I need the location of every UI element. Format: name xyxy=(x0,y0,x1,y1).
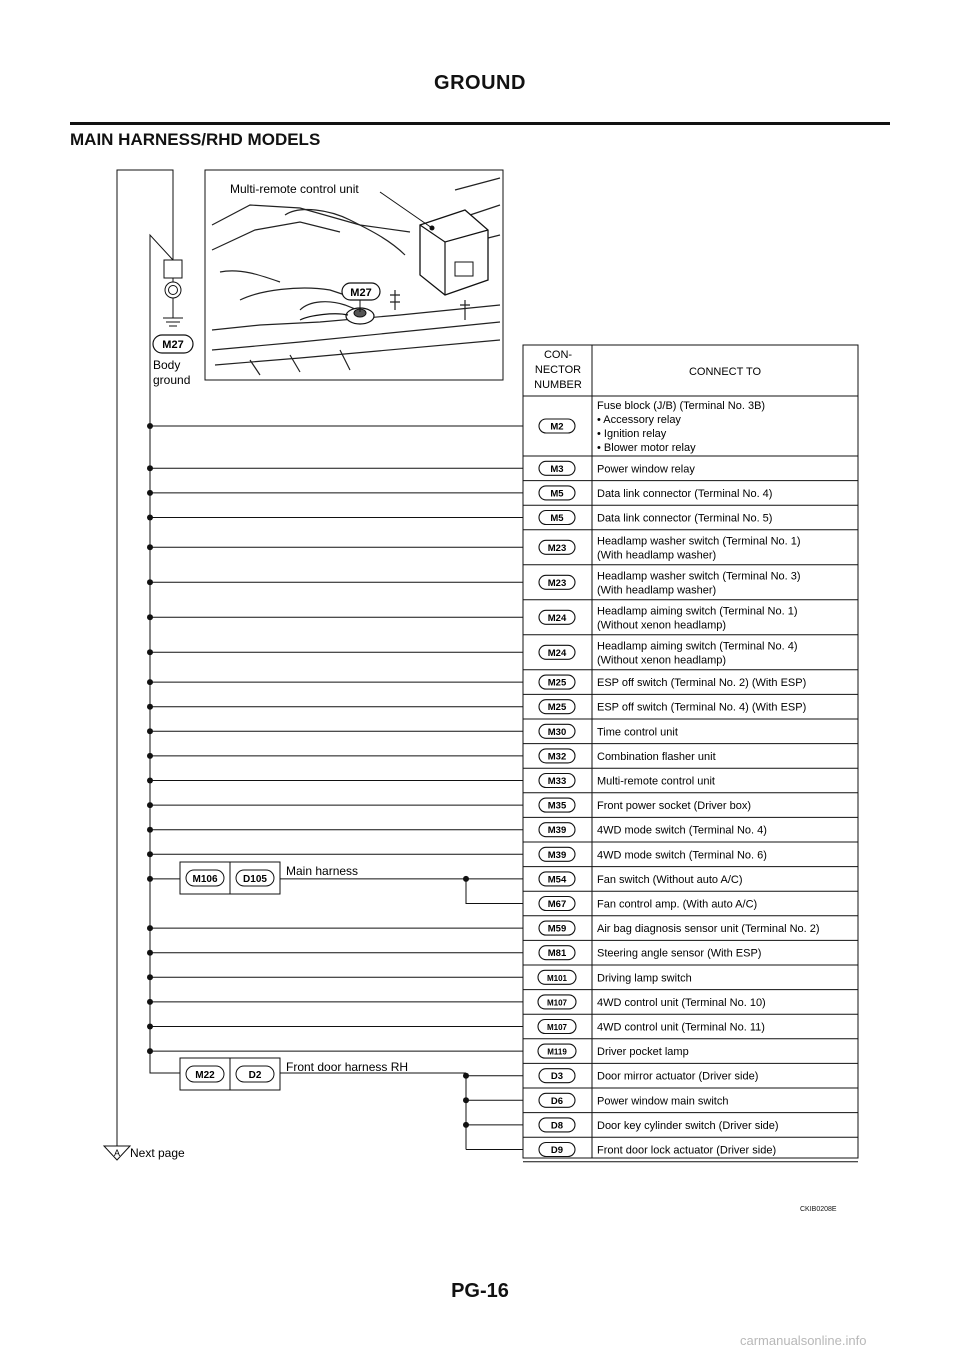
table-row xyxy=(523,995,858,1014)
main-harness-junction xyxy=(180,862,358,894)
connect-to-text: Driver pocket lamp xyxy=(597,1046,689,1059)
connector-number: M30 xyxy=(547,726,567,738)
connector-number: D6 xyxy=(550,1095,564,1107)
table-row xyxy=(523,1118,858,1137)
splice-dot xyxy=(147,728,153,734)
table-row xyxy=(523,700,858,719)
table-row xyxy=(523,640,858,670)
connect-to-text: (With headlamp washer) xyxy=(597,549,717,562)
table-row xyxy=(523,1044,858,1063)
table-row xyxy=(523,1020,858,1039)
connect-to-text: (Without xenon headlamp) xyxy=(597,619,727,632)
table-row xyxy=(523,535,858,565)
page-number: PG-16 xyxy=(451,1280,509,1302)
splice-dot xyxy=(147,614,153,620)
splice-dot xyxy=(463,1122,469,1128)
connect-to-text: Power window relay xyxy=(597,463,695,476)
connect-to-text: Front power socket (Driver box) xyxy=(597,800,752,813)
splice-dot xyxy=(147,802,153,808)
table-row xyxy=(523,605,858,635)
connect-to-text: Multi-remote control unit xyxy=(597,775,715,788)
connector-number: M101 xyxy=(546,973,568,983)
door-harness-label: Front door harness RH xyxy=(286,1060,409,1074)
splice-dot xyxy=(147,827,153,833)
connect-to-text: Headlamp aiming switch (Terminal No. 1) xyxy=(597,605,798,618)
table-row xyxy=(523,461,858,480)
splice-dot xyxy=(147,1048,153,1054)
table-header-connect-to: CONNECT TO xyxy=(688,366,762,378)
main-harness-label: Main harness xyxy=(286,864,359,878)
ground-badge-label: M27 xyxy=(162,339,184,351)
splice-dot xyxy=(147,851,153,857)
connector-number: M23 xyxy=(547,542,567,554)
ground-symbol xyxy=(163,260,183,326)
connector-number: M67 xyxy=(547,899,567,910)
splice-dot xyxy=(147,1024,153,1030)
connect-to-text: Door key cylinder switch (Driver side) xyxy=(597,1119,779,1132)
splice-dot xyxy=(147,579,153,585)
connect-to-text: Power window main switch xyxy=(597,1095,729,1108)
splice-dot xyxy=(147,649,153,655)
splice-dot xyxy=(147,423,153,429)
table-row xyxy=(523,897,858,916)
table-rows xyxy=(523,400,858,1162)
splice-dot xyxy=(147,704,153,710)
connector-number: M119 xyxy=(547,1047,567,1057)
connect-to-text: • Ignition relay xyxy=(597,428,667,440)
connect-to-text: 4WD control unit (Terminal No. 10) xyxy=(597,996,766,1009)
connector-number: M5 xyxy=(550,488,564,500)
branch-wires xyxy=(147,423,523,1150)
connect-to-text: Door mirror actuator (Driver side) xyxy=(597,1070,759,1083)
connector-number: M54 xyxy=(547,874,567,886)
table-row xyxy=(523,486,858,505)
connect-to-text: Time control unit xyxy=(597,726,678,739)
splice-dot xyxy=(147,679,153,685)
connector-number: M25 xyxy=(547,702,567,714)
connector-number: M33 xyxy=(547,776,567,787)
connector-number: M39 xyxy=(547,849,567,861)
connect-to-text: Data link connector (Terminal No. 5) xyxy=(597,512,773,525)
connect-to-text: Fan switch (Without auto A/C) xyxy=(597,873,743,886)
photo-panel xyxy=(205,170,503,380)
connector-number: D9 xyxy=(550,1145,564,1156)
photo-connector-label: M27 xyxy=(350,287,372,299)
connect-to-text: Headlamp washer switch (Terminal No. 3) xyxy=(597,570,801,583)
connect-to-text: • Accessory relay xyxy=(597,414,681,426)
table-row xyxy=(523,570,858,600)
next-page-label: Next page xyxy=(130,1146,185,1160)
callout-label: Multi-remote control unit xyxy=(230,182,359,196)
connect-to-text: Headlamp aiming switch (Terminal No. 4) xyxy=(597,640,798,653)
connect-to-text: Headlamp washer switch (Terminal No. 1) xyxy=(597,535,801,548)
table-row xyxy=(523,1143,858,1162)
connector-number: M25 xyxy=(547,677,567,689)
connector-number: M32 xyxy=(547,751,567,763)
connector-number: M35 xyxy=(547,800,567,812)
connector-number: M3 xyxy=(550,463,564,475)
connect-to-text: (With headlamp washer) xyxy=(597,584,717,597)
multi-remote-unit-illustration xyxy=(420,210,488,295)
next-page-marker xyxy=(104,1146,185,1160)
watermark: carmanualsonline.info xyxy=(740,1333,867,1348)
connect-to-text: ESP off switch (Terminal No. 2) (With ESP) xyxy=(597,677,807,690)
connector-number: M2 xyxy=(550,421,564,433)
connect-to-text: Air bag diagnosis sensor unit (Terminal No. 2) xyxy=(597,923,820,936)
connector-number: D3 xyxy=(550,1071,564,1083)
splice-dot xyxy=(147,490,153,496)
table-row xyxy=(523,675,858,694)
connect-to-text: Steering angle sensor (With ESP) xyxy=(597,947,762,960)
connector-number: M24 xyxy=(547,647,567,659)
table-row xyxy=(523,1093,858,1112)
door-harness-conn-a: M22 xyxy=(195,1070,215,1081)
splice-dot xyxy=(147,925,153,931)
table-row xyxy=(523,946,858,965)
connect-to-text: (Without xenon headlamp) xyxy=(597,654,727,667)
table-row xyxy=(523,774,858,793)
connect-to-text: Fuse block (J/B) (Terminal No. 3B) xyxy=(597,400,766,412)
splice-dot xyxy=(463,1073,469,1079)
splice-dot xyxy=(463,876,469,882)
connect-to-text: 4WD mode switch (Terminal No. 4) xyxy=(597,824,767,837)
branch-wire xyxy=(466,879,523,904)
connector-number: M59 xyxy=(547,923,567,935)
table-row xyxy=(523,400,858,456)
splice-dot xyxy=(147,544,153,550)
connect-to-text: 4WD control unit (Terminal No. 11) xyxy=(597,1021,765,1034)
connect-to-text: Combination flasher unit xyxy=(597,750,716,763)
splice-dot xyxy=(147,999,153,1005)
next-page-letter: A xyxy=(113,1148,121,1158)
connect-to-text: • Blower motor relay xyxy=(597,442,696,454)
splice-dot xyxy=(147,515,153,521)
door-harness-conn-b: D2 xyxy=(248,1070,262,1081)
splice-dot xyxy=(147,753,153,759)
table-row xyxy=(523,872,858,891)
connect-to-text: Data link connector (Terminal No. 4) xyxy=(597,487,773,500)
connect-to-text: Fan control amp. (With auto A/C) xyxy=(597,898,758,911)
table-row xyxy=(523,749,858,768)
connector-number: M23 xyxy=(547,577,567,589)
connector-number: M5 xyxy=(550,513,564,524)
table-header-connector-2: NECTOR xyxy=(534,364,582,376)
table-row xyxy=(523,921,858,940)
connector-number: M107 xyxy=(546,998,568,1008)
splice-dot xyxy=(147,465,153,471)
table-header-connector-1: CON- xyxy=(543,349,573,361)
connector-number: M81 xyxy=(547,948,567,960)
splice-dot xyxy=(463,1097,469,1103)
connect-to-text: Driving lamp switch xyxy=(597,972,692,985)
connector-number: M24 xyxy=(547,612,567,624)
connector-number: M107 xyxy=(546,1023,568,1032)
table-row xyxy=(523,1069,858,1088)
table-row xyxy=(523,798,858,817)
splice-dot xyxy=(147,974,153,980)
connect-to-text: ESP off switch (Terminal No. 4) (With ESP) xyxy=(597,701,807,714)
splice-dot xyxy=(147,778,153,784)
table-row xyxy=(523,724,858,743)
main-harness-conn-b: D105 xyxy=(243,874,267,885)
splice-dot xyxy=(147,876,153,882)
connector-number: D8 xyxy=(550,1120,564,1132)
splice-dot xyxy=(147,950,153,956)
figure-code: CKIB0208E xyxy=(800,1206,837,1213)
table-row xyxy=(523,970,858,989)
connector-number: M39 xyxy=(547,825,567,837)
table-header-connector-3: NUMBER xyxy=(534,379,582,391)
connect-to-text: 4WD mode switch (Terminal No. 6) xyxy=(597,849,767,862)
connect-to-text: Front door lock actuator (Driver side) xyxy=(597,1144,777,1157)
section-title: MAIN HARNESS/RHD MODELS xyxy=(70,130,321,149)
ground-label-line2: ground xyxy=(153,373,191,387)
table-row xyxy=(523,823,858,842)
ground-label-line1: Body xyxy=(153,358,181,372)
main-harness-conn-a: M106 xyxy=(192,874,218,885)
table-row xyxy=(523,847,858,866)
door-harness-junction xyxy=(180,1058,408,1090)
table-row xyxy=(523,511,858,530)
connector-table xyxy=(523,345,858,1162)
page-header-title: GROUND xyxy=(434,72,526,94)
